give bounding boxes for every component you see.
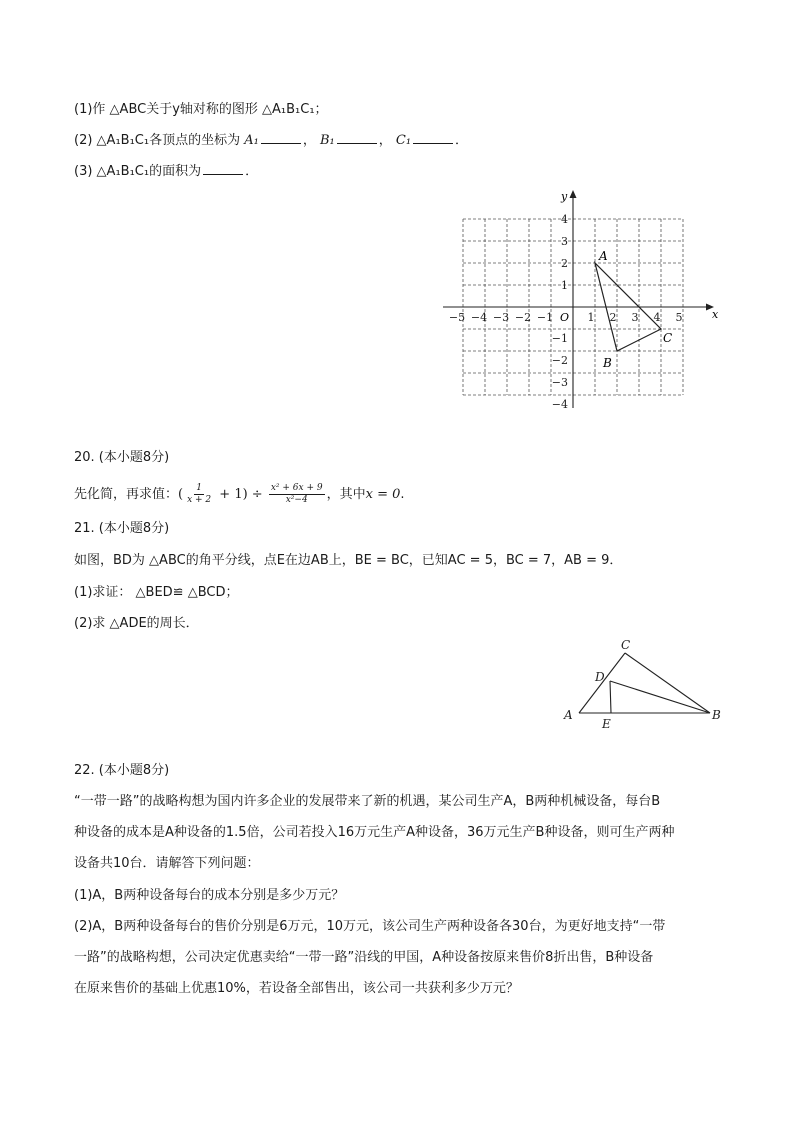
q21-stem: 如图，BD为 △ABC的角平分线，点E在边AB上，BE = BC，已知AC = 5，BC = 7，AB = 9． bbox=[74, 553, 623, 568]
q20-heading: 20. (本小题8分) bbox=[74, 450, 170, 465]
y-tick: 3 bbox=[561, 235, 568, 248]
x-tick: 1 bbox=[587, 311, 595, 324]
fig-label-a: A bbox=[564, 708, 573, 722]
segment-bd bbox=[610, 681, 710, 713]
y-tick: 4 bbox=[561, 213, 568, 226]
q22-part2-line1: (2)A，B两种设备每台的售价分别是6万元，10万元，该公司生产两种设备各30台，为更好地支持“一带 bbox=[74, 919, 666, 934]
q22-part1: (1)A，B两种设备每台的成本分别是多少万元？ bbox=[74, 888, 345, 903]
y-tick: 1 bbox=[561, 279, 568, 292]
answer-blank-a1[interactable] bbox=[261, 131, 301, 144]
q19-part3: (3) △A₁B₁C₁的面积为 ． bbox=[74, 164, 259, 179]
x-tick: 4 bbox=[653, 311, 661, 324]
q22-stem-line2: 种设备的成本是A种设备的1.5倍，公司若投入16万元生产A种设备，36万元生产B种设备，则可生产两种 bbox=[74, 825, 675, 840]
axes bbox=[443, 190, 714, 408]
q19-part2: (2) △A₁B₁C₁各顶点的坐标为 A₁ ， B₁ ， C₁ ． bbox=[74, 133, 469, 148]
x-tick: 2 bbox=[609, 311, 617, 324]
x-tick: −4 bbox=[470, 311, 488, 324]
q20-stem: 先化简，再求值：( $\frac{1}{x + 2}$ + 1) ÷ $\frac{\text{x² + 6x + 9}}{\text{x²−4}}$ ，其中x = 0. bbox=[74, 483, 405, 505]
answer-blank-area[interactable] bbox=[203, 162, 243, 175]
point-label-b: B bbox=[603, 356, 612, 370]
q22-part2-line2: 一路”的战略构想，公司决定优惠卖给“一带一路”沿线的甲国，A种设备按原来售价8折出售，B种设备 bbox=[74, 950, 654, 965]
y-tick: −3 bbox=[551, 376, 568, 389]
segment-de bbox=[610, 681, 611, 713]
y-tick: −2 bbox=[551, 354, 568, 367]
x-tick: −3 bbox=[492, 311, 510, 324]
y-tick: −4 bbox=[551, 398, 568, 411]
origin-label: O bbox=[560, 311, 570, 324]
y-axis-arrow-icon bbox=[570, 190, 577, 198]
x-tick: 5 bbox=[675, 311, 683, 324]
fig-label-c: C bbox=[621, 638, 631, 652]
x-tick: 3 bbox=[631, 311, 639, 324]
y-axis-label: y bbox=[561, 190, 568, 203]
q19-part1: (1)作 △ABC关于y轴对称的图形 △A₁B₁C₁； bbox=[74, 102, 328, 117]
y-tick: 2 bbox=[561, 257, 568, 270]
x-tick: −5 bbox=[448, 311, 466, 324]
x-axis-label: x bbox=[712, 308, 719, 321]
y-tick: −1 bbox=[551, 332, 568, 345]
q22-stem-line3: 设备共10台．请解答下列问题： bbox=[74, 856, 260, 871]
fraction-1: $\frac{1}{x + 2}$ bbox=[187, 483, 212, 505]
q22-heading: 22. (本小题8分) bbox=[74, 763, 170, 778]
answer-blank-c1[interactable] bbox=[413, 131, 453, 144]
answer-blank-b1[interactable] bbox=[337, 131, 377, 144]
x-tick: −1 bbox=[536, 311, 554, 324]
fig-label-e: E bbox=[602, 717, 611, 731]
fig-label-b: B bbox=[712, 708, 721, 722]
q21-part1: (1)求证： △BED≌ △BCD； bbox=[74, 585, 239, 600]
fig-label-d: D bbox=[595, 670, 605, 684]
segment-cb bbox=[625, 653, 710, 713]
triangle-figure bbox=[555, 635, 735, 735]
q22-stem-line1: “一带一路”的战略构想为国内许多企业的发展带来了新的机遇，某公司生产A，B两种机械设备，每台B bbox=[74, 794, 661, 809]
point-label-c: C bbox=[663, 331, 673, 345]
q21-part2: (2)求 △ADE的周长． bbox=[74, 616, 199, 631]
fraction-2: $\frac{\text{x² + 6x + 9}}{\text{x²−4}}$ bbox=[270, 483, 323, 505]
q21-heading: 21. (本小题8分) bbox=[74, 521, 170, 536]
x-tick: −2 bbox=[514, 311, 532, 324]
point-label-a: A bbox=[599, 249, 608, 263]
coordinate-grid-figure bbox=[440, 186, 730, 416]
q22-part2-line3: 在原来售价的基础上优惠10%，若设备全部售出，该公司一共获利多少万元？ bbox=[74, 981, 519, 996]
